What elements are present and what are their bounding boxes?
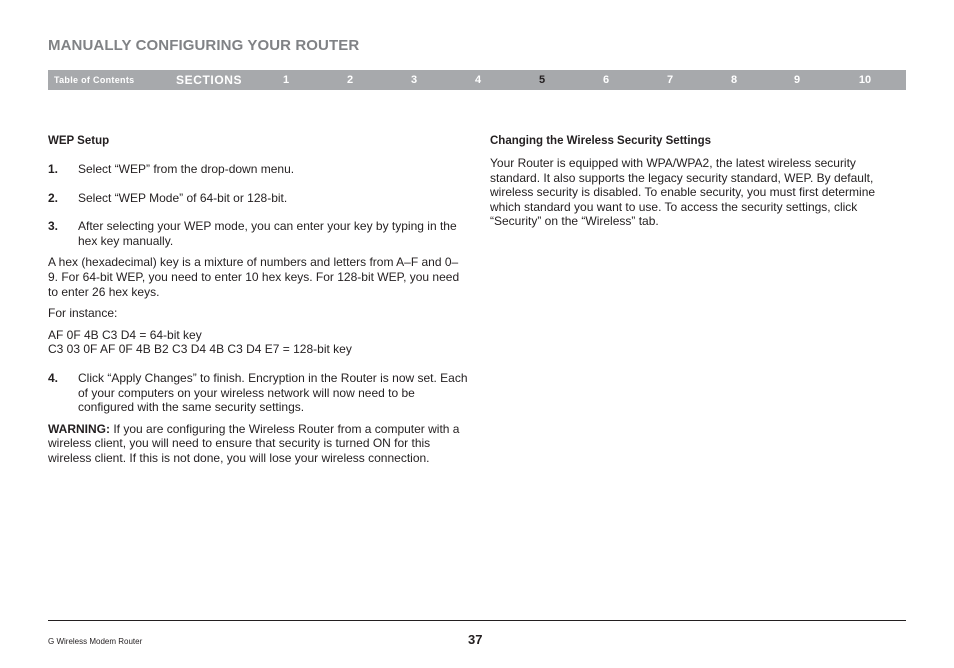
step-text: Select “WEP Mode” of 64-bit or 128-bit. [78, 190, 288, 205]
changing-security-heading: Changing the Wireless Security Settings [490, 135, 711, 147]
section-link-5[interactable]: 5 [538, 74, 546, 86]
warning-label: WARNING: [48, 421, 110, 436]
step-text: Select “WEP” from the drop-down menu. [78, 162, 295, 176]
page-number: 37 [468, 632, 483, 647]
section-link-1[interactable]: 1 [282, 74, 290, 86]
step-number: 4. [48, 370, 59, 385]
example-128-bit-key: C3 03 0F AF 0F 4B B2 C3 D4 4B C3 D4 E7 = 128-bit key [48, 342, 352, 357]
section-link-8[interactable]: 8 [730, 74, 738, 86]
step-number: 3. [48, 219, 59, 234]
section-link-9[interactable]: 9 [793, 74, 801, 86]
step-3 [48, 219, 468, 248]
right-column [490, 134, 902, 229]
for-instance-label: For instance: [48, 306, 118, 321]
section-link-4[interactable]: 4 [474, 74, 482, 86]
sections-label: SECTIONS [176, 73, 243, 87]
example-64-bit-key: AF 0F 4B C3 D4 = 64-bit key [48, 327, 202, 342]
section-nav-bar [48, 70, 906, 90]
hex-key-paragraph: A hex (hexadecimal) key is a mixture of numbers and letters from A–F and 0–9. For 64-bit WEP, you need to enter 10 hex keys. For 128-bit WEP, you need to enter 26 hex keys. [48, 255, 460, 299]
section-link-6[interactable]: 6 [602, 74, 610, 86]
section-link-7[interactable]: 7 [666, 74, 674, 86]
warning-text: If you are configuring the Wireless Router from a computer with a wireless client, you will need to ensure that security is turned ON for this wireless client. If this is not done, you will lose your wireless connection. [48, 421, 460, 465]
left-column [48, 134, 468, 466]
step-number: 2. [48, 190, 59, 205]
table-of-contents-link[interactable]: Table of Contents [54, 75, 135, 85]
step-2 [48, 191, 468, 206]
section-link-10[interactable]: 10 [858, 74, 872, 86]
step-text: Click “Apply Changes” to finish. Encryption in the Router is now set. Each of your computers on your wireless network will now need to be configured with the same security settings. [78, 370, 468, 415]
footer-divider [48, 620, 906, 621]
security-settings-paragraph: Your Router is equipped with WPA/WPA2, the latest wireless security standard. It also supports the legacy security standard, WEP. By default, wireless security is disabled. To enable security, you must first determine which standard you want to use. To access the security settings, click “Security” on the “Wireless” tab. [490, 156, 876, 229]
step-4 [48, 371, 468, 415]
step-1 [48, 162, 468, 177]
step-text: After selecting your WEP mode, you can enter your key by typing in the hex key manually. [78, 219, 457, 248]
step-number: 1. [48, 162, 59, 176]
section-link-2[interactable]: 2 [346, 74, 354, 86]
page-title: MANUALLY CONFIGURING YOUR ROUTER [48, 37, 360, 54]
wep-setup-heading: WEP Setup [48, 135, 110, 147]
warning-paragraph [48, 422, 468, 466]
footer-product-name: G Wireless Modem Router [48, 637, 143, 646]
section-link-3[interactable]: 3 [410, 74, 418, 86]
